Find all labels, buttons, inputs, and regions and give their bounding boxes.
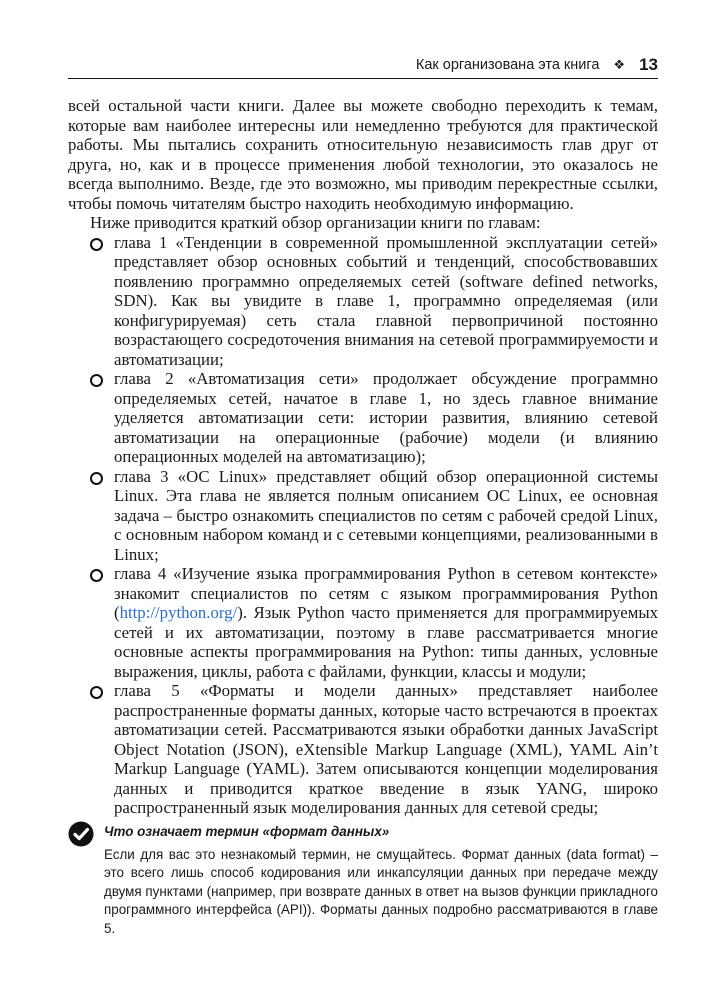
- diamond-separator-icon: ❖: [613, 57, 626, 72]
- chapter-list: [68, 233, 658, 818]
- note-title: Что означает термин «формат данных»: [104, 824, 390, 839]
- list-item: [68, 467, 658, 565]
- list-item: [68, 564, 658, 681]
- list-item-text: глава 2 «Автоматизация сети» продолжает обсуждение программно определяемых сетей, начатое в главе 1, но здесь главное внимание уделяется автоматизации сети: истории развития, влиянию сетевой автоматизации на операционные (рабочие) модели (и влиянию операционных моделей на автоматизацию);: [114, 369, 658, 466]
- circle-bullet-icon: [90, 686, 103, 699]
- page-number: 13: [639, 55, 658, 74]
- note-box: [68, 823, 658, 938]
- overview-paragraph: Ниже приводится краткий обзор организации книги по главам:: [90, 213, 541, 232]
- list-item-text: глава 3 «ОС Linux» представляет общий обзор операционной системы Linux. Эта глава не является полным описанием ОС Linux, ее основная задача – быстро ознакомить специалистов по сетям с рабочей средой Linux, с основным набором команд и с сетевыми концепциями, реализованными в Linux;: [114, 466, 658, 564]
- list-item: [68, 233, 658, 370]
- circle-bullet-icon: [90, 569, 103, 582]
- list-item-text: глава 4 «Изучение языка программирования Python в сетевом контексте» знакомит специалистов по сетям с языком программирования Python (: [114, 564, 658, 622]
- circle-bullet-icon: [90, 472, 103, 485]
- circle-bullet-icon: [90, 374, 103, 387]
- running-header: [68, 52, 658, 79]
- list-item-text: глава 1 «Тенденции в современной промышленной эксплуатации сетей» представляет обзор основных событий и тенденций, способствовавших появлению программно определяемых сетей (software defined networks, SDN). Как вы увидите в главе 1, программно определяемая (или конфигурируемая) сеть стала главной первопричиной постоянно возрастающего сосредоточения внимания на сетевой программируемости и автоматизации;: [114, 232, 658, 369]
- check-circle-icon: [68, 821, 94, 847]
- note-text: Если для вас это незнакомый термин, не смущайтесь. Формат данных (data format) – это всего лишь способ кодирования или инкапсуляции данных при передаче между двумя пунктами (например, при возврате данных в ответ на вызов функции прикладного программного интерфейса (API)). Форматы данных подробно рассматриваются в главе 5.: [104, 846, 658, 936]
- running-header-title: Как организована эта книга: [415, 57, 600, 73]
- intro-paragraph: всей остальной части книги. Далее вы можете свободно переходить к темам, которые вам наиболее интересны или немедленно требуются для практической работы. Мы пытались сохранить относительную независимость глав друг от друга, но, как и в процессе применения любой технологии, это оказалось не всегда выполнимо. Везде, где это возможно, мы приводим перекрестные ссылки, чтобы помочь читателям быстро находить необходимую информацию.: [68, 96, 658, 213]
- circle-bullet-icon: [90, 238, 103, 251]
- list-item: [68, 369, 658, 467]
- list-item: [68, 681, 658, 818]
- body-text: [68, 96, 658, 818]
- list-item-text: ). Язык Python часто применяется для программируемых сетей и их автоматизации, поэтому в главе рассматривается многие основные аспекты программирования на Python: типы данных, условные выражения, циклы, работа с файлами, функции, классы и модули;: [114, 603, 658, 681]
- python-link[interactable]: http://python.org/: [119, 603, 238, 622]
- list-item-text: глава 5 «Форматы и модели данных» представляет наиболее распространенные форматы данных, которые часто встречаются в проектах автоматизации сетей. Рассматриваются языки обработки данных JavaScript Object Notation (JSON), eXtensible Markup Language (XML), YAML Ain’t Markup Language (YAML). Затем описываются концепции моделирования данных и приводится краткое введение в язык YANG, широко распространенный язык моделирования данных для сетевой среды;: [114, 681, 658, 817]
